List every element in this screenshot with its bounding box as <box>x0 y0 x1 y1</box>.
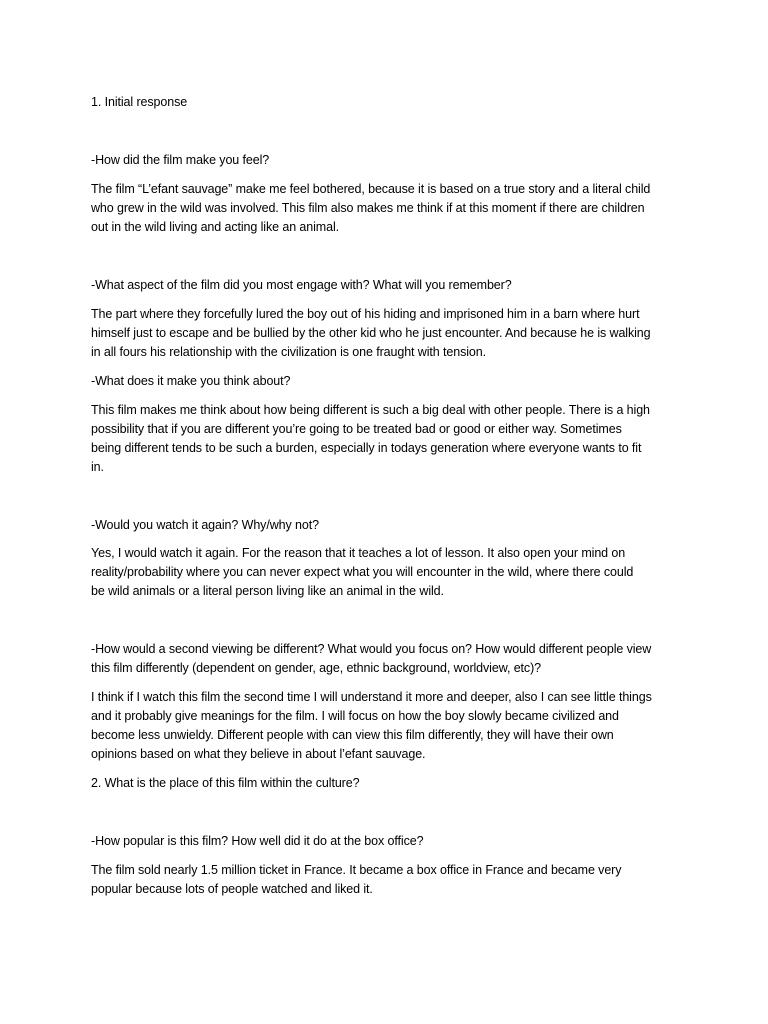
question-popularity: -How popular is this film? How well did it do at the box office? <box>91 834 424 848</box>
answer-second-viewing-line: and it probably give meanings for the film. I will focus on how the boy slowly became civilized and <box>91 709 619 723</box>
answer-second-viewing-line: I think if I watch this film the second time I will understand it more and deeper, also I can see little things <box>91 690 652 704</box>
answer-engage-line: in all fours his relationship with the civilization is one fraught with tension. <box>91 345 486 359</box>
answer-popularity-line: The film sold nearly 1.5 million ticket in France. It became a box office in France and became very <box>91 863 622 877</box>
answer-second-viewing-line: opinions based on what they believe in about l’efant sauvage. <box>91 747 426 761</box>
answer-second-viewing-line: become less unwieldy. Different people with can view this film differently, they will have their own <box>91 728 614 742</box>
answer-watch-again-line: reality/probability where you can never expect what you will encounter in the wild, where there could <box>91 565 634 579</box>
answer-think-about-line: being different tends to be such a burden, especially in todays generation where everyone wants to fit <box>91 441 642 455</box>
section-heading-initial-response: 1. Initial response <box>91 95 188 109</box>
answer-engage-line: himself just to escape and be bullied by the other kid who he just encounter. And because he is walking <box>91 326 651 340</box>
answer-feel-line: who grew in the wild was involved. This film also makes me think if at this moment if there are children <box>91 201 645 215</box>
question-second-viewing-line: this film differently (dependent on gender, age, ethnic background, worldview, etc)? <box>91 661 541 675</box>
answer-feel-line: The film “L’efant sauvage” make me feel bothered, because it is based on a true story and a literal child <box>91 182 651 196</box>
question-second-viewing-line: -How would a second viewing be different? What would you focus on? How would different people view <box>91 642 652 656</box>
section-heading-culture: 2. What is the place of this film within the culture? <box>91 776 360 790</box>
answer-feel-line: out in the wild living and acting like an animal. <box>91 220 340 234</box>
answer-popularity-line: popular because lots of people watched and liked it. <box>91 882 373 896</box>
question-watch-again: -Would you watch it again? Why/why not? <box>91 518 319 532</box>
answer-engage-line: The part where they forcefully lured the boy out of his hiding and imprisoned him in a barn where hurt <box>91 307 640 321</box>
question-engage: -What aspect of the film did you most engage with? What will you remember? <box>91 278 512 292</box>
answer-think-about-line: in. <box>91 460 104 474</box>
answer-watch-again-line: be wild animals or a literal person living like an animal in the wild. <box>91 584 444 598</box>
answer-think-about-line: possibility that if you are different you’re going to be treated bad or good or either way. Sometimes <box>91 422 622 436</box>
answer-watch-again-line: Yes, I would watch it again. For the reason that it teaches a lot of lesson. It also open your mind on <box>91 546 626 560</box>
question-think-about: -What does it make you think about? <box>91 374 291 388</box>
answer-think-about-line: This film makes me think about how being different is such a big deal with other people. There is a high <box>91 403 650 417</box>
question-feel: -How did the film make you feel? <box>91 153 270 167</box>
